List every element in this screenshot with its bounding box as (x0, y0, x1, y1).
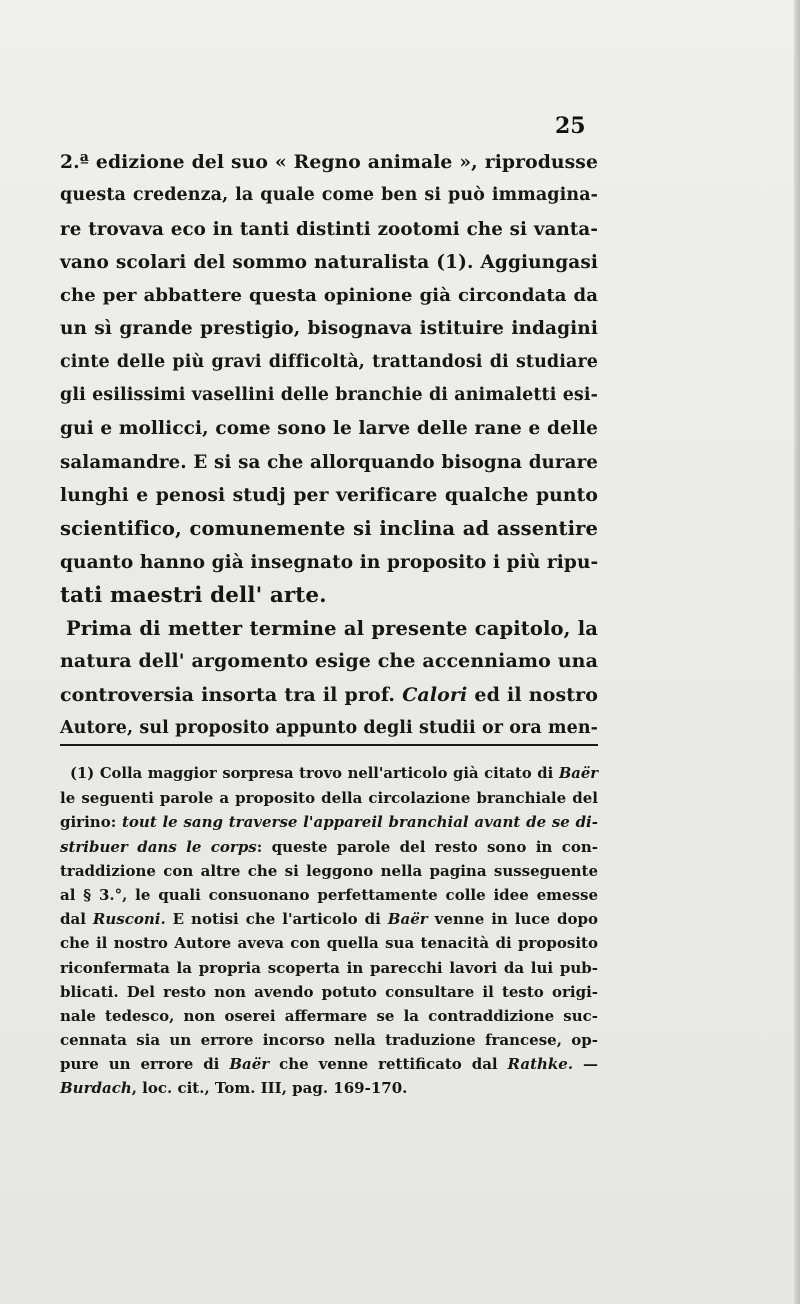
text-segment-italic: Calori (402, 683, 468, 706)
text-segment: : queste parole del resto sono in con- (256, 837, 598, 856)
text-segment: , loc. cit., Tom. III, pag. 169-170. (131, 1079, 408, 1098)
text-segment: (1) Colla maggior sorpresa trovo nell'articolo già citato di (70, 765, 554, 782)
footnote-block (60, 762, 598, 1101)
text-segment: E notisi che l'articolo di (172, 910, 381, 929)
text-segment: ed il nostro (474, 683, 598, 706)
text-line: un sì grande prestigio, bisognava istituire indagini (60, 318, 598, 340)
text-line: salamandre. E si sa che allorquando bisogna durare (60, 451, 598, 473)
text-segment: — (583, 1055, 598, 1074)
page-number: 25 (555, 113, 586, 139)
footnote-line (60, 907, 598, 931)
text-segment-italic: Baër (558, 765, 598, 782)
text-segment: pure un errore di (60, 1055, 220, 1074)
footnote-line: che il nostro Autore aveva con quella sua tenacità di proposito (60, 934, 598, 953)
text-segment-italic: Baër (387, 910, 428, 929)
footnote-line: riconfermata la propria scoperta in parecchi lavori da lui pub- (60, 958, 598, 977)
text-line (60, 679, 598, 712)
text-segment: che venne rettificato dal (279, 1055, 498, 1074)
text-segment-italic: Burdach (60, 1079, 132, 1098)
text-line: lunghi e penosi studj per verificare qualche punto (60, 483, 598, 506)
text-line: vano scolari del sommo naturalista (1). Aggiungasi (60, 251, 598, 273)
text-segment-italic: Rusconi. (92, 910, 166, 929)
page-edge (794, 0, 800, 1304)
text-line: 2.ª edizione del suo « Regno animale », riprodusse (60, 151, 598, 173)
text-line: cinte delle più gravi difficoltà, trattandosi di studiare (60, 351, 598, 372)
text-line: gui e mollicci, come sono le larve delle rane e delle (60, 418, 598, 440)
text-line: quanto hanno già insegnato in proposito i più ripu- (60, 551, 599, 573)
text-line: Autore, sul proposito appunto degli studii or ora men- (60, 718, 599, 739)
footnote-line (60, 762, 598, 786)
text-segment: girino: (60, 813, 117, 832)
footnote-line (60, 1052, 598, 1076)
footnote-line: cennata sia un errore incorso nella traduzione francese, op- (60, 1031, 598, 1050)
text-line: scientifico, comunemente si inclina ad assentire (60, 517, 598, 541)
footnote-line (60, 810, 598, 834)
footnote-rule (60, 744, 598, 746)
footnote-line (60, 1076, 598, 1100)
text-segment: controversia insorta tra il prof. (60, 683, 396, 706)
text-line: questa credenza, la quale come ben si può immagina- (60, 185, 598, 206)
text-segment-italic: Baër (229, 1055, 270, 1074)
footnote-line: al § 3.°, le quali consuonano perfettamente colle idee emesse (60, 885, 598, 904)
text-line: che per abbattere questa opinione già circondata da (60, 285, 598, 307)
text-line: re trovava eco in tanti distinti zootomi che si vanta- (60, 218, 598, 240)
text-line: natura dell' argomento esige che accenniamo una (60, 650, 598, 673)
text-line: gli esilissimi vasellini delle branchie di animaletti esi- (60, 385, 598, 406)
footnote-line (60, 835, 598, 859)
text-segment-italic: stribuer dans le corps (60, 837, 257, 856)
footnote-line: le seguenti parole a proposito della circolazione branchiale del (60, 789, 598, 808)
footnote-line: nale tedesco, non oserei affermare se la contraddizione suc- (60, 1006, 598, 1025)
text-segment-italic: tout le sang traverse l'appareil branchial avant de se di- (121, 813, 598, 832)
main-text-block (60, 146, 598, 745)
text-segment: dal (60, 910, 86, 929)
footnote-line: blicati. Del resto non avendo potuto consultare il testo origi- (60, 982, 598, 1001)
text-line: tati maestri dell' arte. (60, 582, 327, 608)
text-segment-italic: Rathke. (507, 1055, 574, 1074)
text-segment: venne in luce dopo (434, 910, 599, 929)
footnote-line: traddizione con altre che si leggono nella pagina susseguente (60, 861, 598, 880)
text-line: Prima di metter termine al presente capitolo, la (66, 617, 598, 641)
